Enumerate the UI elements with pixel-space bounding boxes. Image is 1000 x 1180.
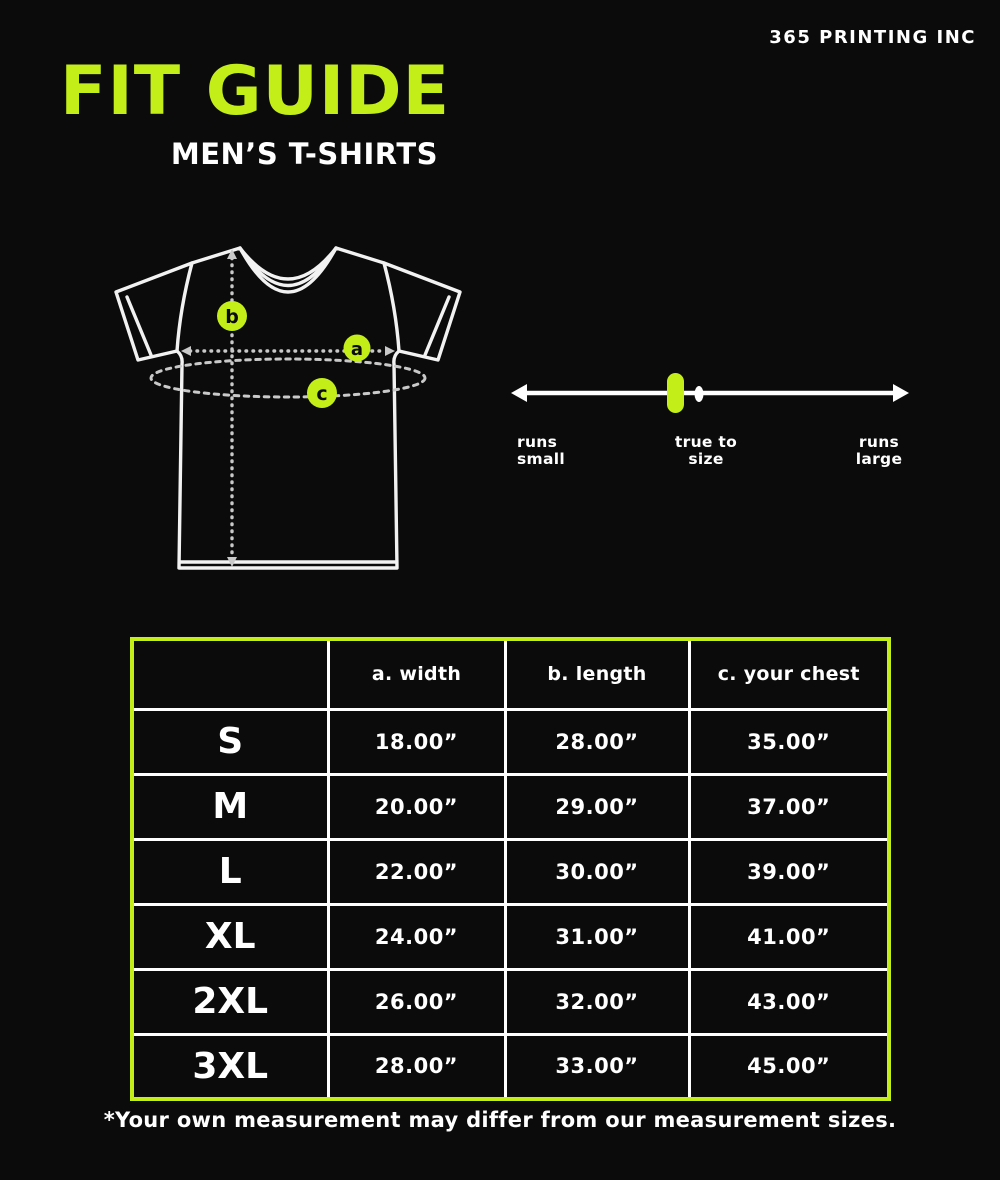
size-label: 2XL xyxy=(132,969,328,1034)
marker-a-letter: a xyxy=(350,339,364,360)
size-table xyxy=(130,637,891,1101)
size-label: L xyxy=(132,839,328,904)
page-subtitle: MEN’S T-SHIRTS xyxy=(170,137,438,171)
left-cuff-hem xyxy=(127,297,151,355)
scale-label-runs-large: runs large xyxy=(855,433,903,468)
scale-label-true-to-size: true to size xyxy=(674,433,738,468)
marker-b-letter: b xyxy=(225,306,239,328)
fit-indicator-dot xyxy=(695,386,704,402)
scale-label-runs-small: runs small xyxy=(517,433,565,468)
right-armhole-seam xyxy=(384,263,399,351)
length-value: 29.00” xyxy=(505,774,689,839)
collar-rib-line xyxy=(240,248,336,279)
width-value: 22.00” xyxy=(328,839,505,904)
chest-value: 37.00” xyxy=(689,774,889,839)
table-row xyxy=(132,904,889,969)
chest-value: 39.00” xyxy=(689,839,889,904)
table-row xyxy=(132,774,889,839)
length-value: 32.00” xyxy=(505,969,689,1034)
measurement-disclaimer: *Your own measurement may differ from our measurement sizes. xyxy=(103,1108,897,1132)
header-chest: c. your chest xyxy=(689,639,889,709)
table-header-row xyxy=(132,639,889,709)
chest-value: 41.00” xyxy=(689,904,889,969)
table-row xyxy=(132,969,889,1034)
fit-scale-arrow xyxy=(505,368,915,420)
header-width: a. width xyxy=(328,639,505,709)
table-row xyxy=(132,1034,889,1099)
length-value: 28.00” xyxy=(505,709,689,774)
marker-b xyxy=(217,301,247,331)
right-cuff-hem xyxy=(425,297,449,355)
length-value: 31.00” xyxy=(505,904,689,969)
width-value: 26.00” xyxy=(328,969,505,1034)
size-label: XL xyxy=(132,904,328,969)
tshirt-outline xyxy=(116,248,460,568)
marker-a xyxy=(344,335,371,362)
left-armhole-seam xyxy=(177,263,192,351)
brand-name: 365 PRINTING INC xyxy=(769,27,976,48)
width-value: 28.00” xyxy=(328,1034,505,1099)
chest-value: 35.00” xyxy=(689,709,889,774)
chest-dashed-ellipse xyxy=(151,359,425,397)
header-empty-cell xyxy=(132,639,328,709)
width-value: 24.00” xyxy=(328,904,505,969)
marker-c-letter: c xyxy=(316,383,328,405)
scale-arrow-right-icon xyxy=(893,384,909,402)
width-value: 20.00” xyxy=(328,774,505,839)
chest-value: 43.00” xyxy=(689,969,889,1034)
header-length: b. length xyxy=(505,639,689,709)
width-arrow-right-icon xyxy=(385,346,395,356)
chest-value: 45.00” xyxy=(689,1034,889,1099)
size-label: 3XL xyxy=(132,1034,328,1099)
fit-indicator-pill xyxy=(667,373,684,413)
page-title: FIT GUIDE xyxy=(60,52,451,131)
length-value: 30.00” xyxy=(505,839,689,904)
marker-c xyxy=(307,378,337,408)
scale-arrow-left-icon xyxy=(511,384,527,402)
table-row xyxy=(132,709,889,774)
measure-lines xyxy=(151,249,425,567)
size-label: S xyxy=(132,709,328,774)
length-value: 33.00” xyxy=(505,1034,689,1099)
width-arrow-left-icon xyxy=(181,346,191,356)
table-row xyxy=(132,839,889,904)
tshirt-measurement-diagram xyxy=(95,228,485,578)
size-label: M xyxy=(132,774,328,839)
width-value: 18.00” xyxy=(328,709,505,774)
